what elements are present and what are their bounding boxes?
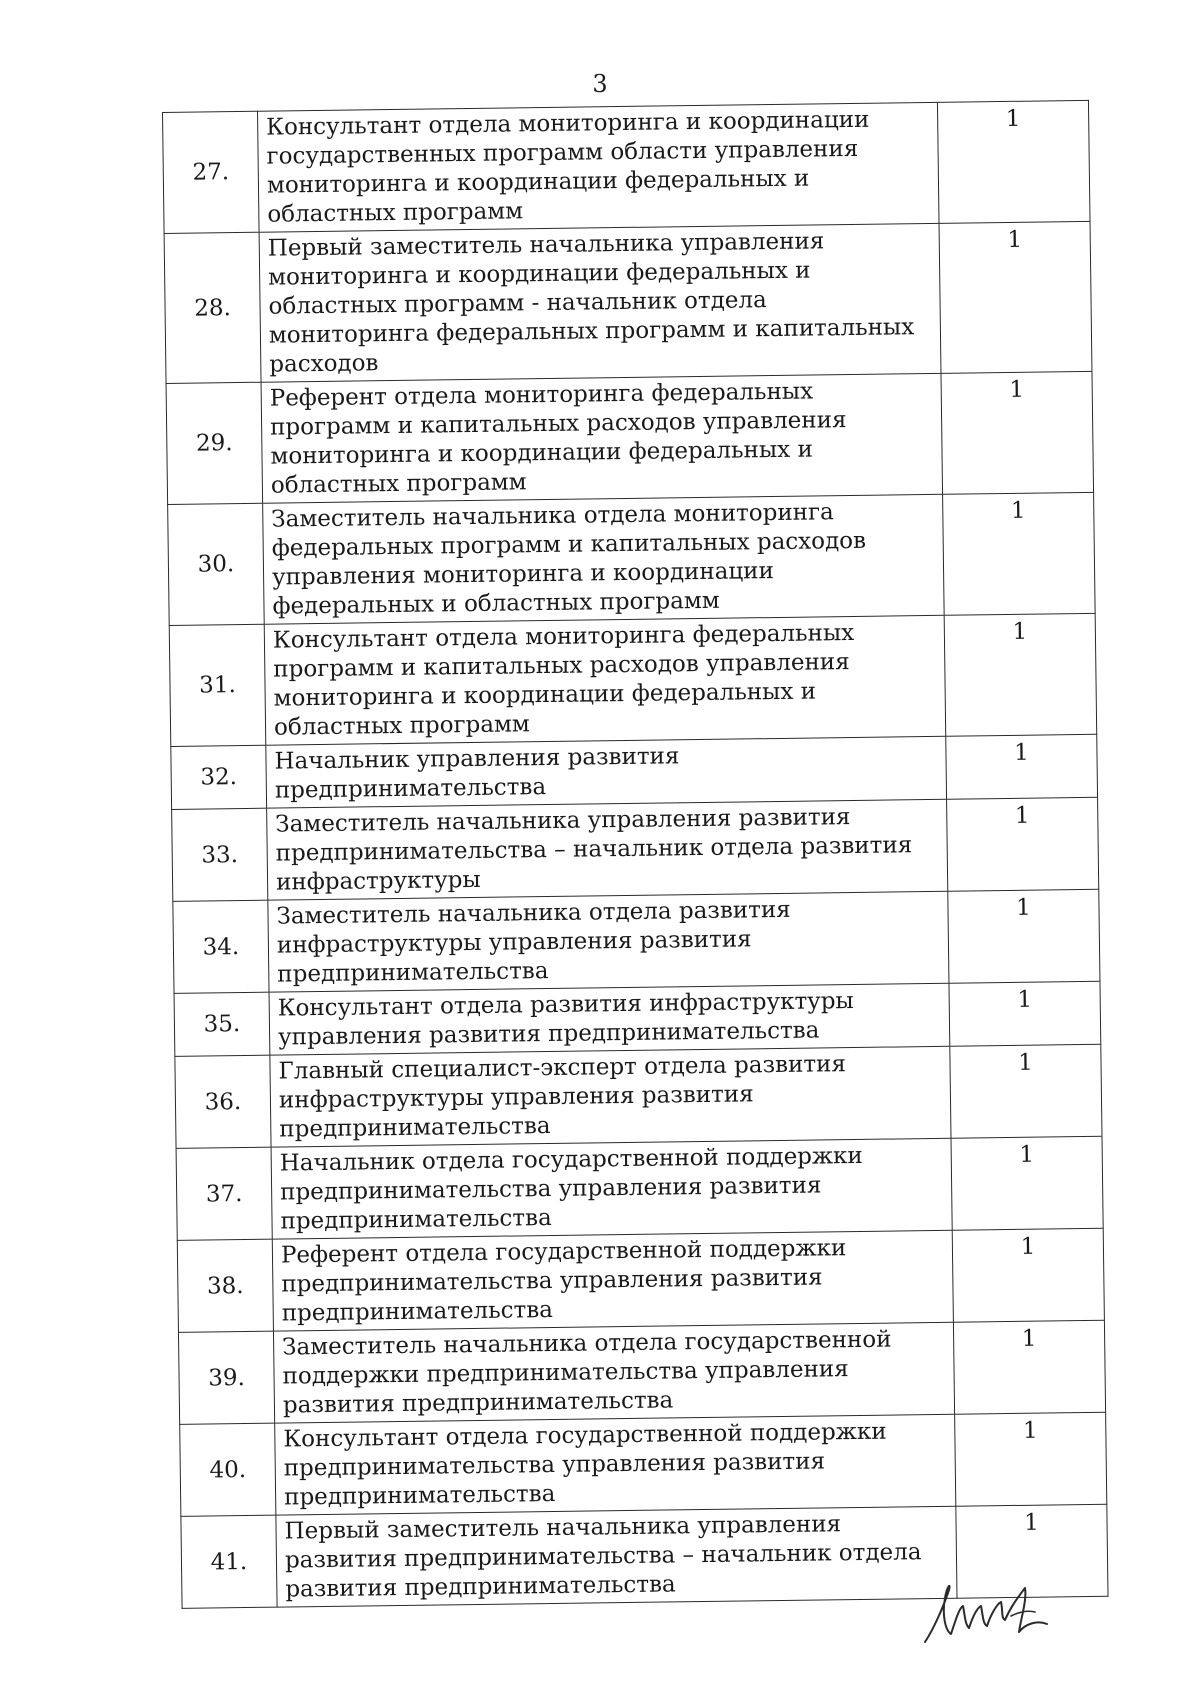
positions-table [162, 100, 1109, 1609]
positions-table-body [163, 100, 1109, 1608]
row-number: 31. [169, 624, 266, 746]
row-number: 37. [176, 1147, 272, 1240]
handwritten-signature [915, 1560, 1075, 1650]
table-row [180, 1412, 1107, 1516]
table-row [164, 221, 1092, 383]
row-number: 34. [173, 900, 269, 993]
row-number: 27. [163, 111, 260, 233]
position-title: Референт отдела государственной поддержки предпринимательства управления развития предпринимательства [272, 1230, 953, 1331]
row-number: 38. [177, 1239, 273, 1332]
position-title: Начальник управления развития предпринимательства [266, 736, 947, 808]
position-title: Главный специалист-эксперт отдела развития инфраструктуры управления развития предпринимательства [270, 1046, 951, 1147]
position-count: 1 [948, 889, 1100, 983]
position-title: Заместитель начальника отдела мониторинга федеральных программ и капитальных расходов управления мониторинга и координации федеральных и областных программ [263, 494, 945, 624]
table-row [177, 1228, 1104, 1332]
position-title: Заместитель начальника отдела развития инфраструктуры управления развития предпринимательства [268, 891, 949, 992]
position-count: 1 [956, 1504, 1108, 1598]
position-count: 1 [949, 981, 1101, 1046]
table-row [168, 492, 1096, 625]
row-number: 30. [168, 503, 265, 625]
position-count: 1 [943, 492, 1096, 615]
position-count: 1 [947, 797, 1099, 891]
table-row [178, 1320, 1105, 1424]
position-count: 1 [941, 371, 1094, 494]
position-count: 1 [937, 100, 1090, 223]
position-count: 1 [946, 734, 1098, 799]
position-title: Консультант отдела мониторинга и координации государственных программ области управления мониторинга и координации федеральных и областных программ [257, 102, 939, 232]
row-number: 29. [166, 382, 263, 504]
table-row [176, 1136, 1103, 1240]
row-number: 41. [181, 1515, 277, 1608]
position-count: 1 [952, 1228, 1104, 1322]
table-row [172, 797, 1099, 901]
table-row [173, 889, 1100, 993]
table-row [163, 100, 1091, 233]
row-number: 39. [178, 1331, 274, 1424]
row-number: 33. [172, 808, 268, 901]
position-title: Первый заместитель начальника управления мониторинга и координации федеральных и областных программ - начальник отдела мониторинга федеральных программ и капитальных расходов [259, 223, 941, 382]
table-row [169, 613, 1097, 746]
row-number: 35. [174, 992, 270, 1056]
table-row [175, 1044, 1102, 1148]
table-row [166, 371, 1094, 504]
position-count: 1 [950, 1044, 1102, 1138]
position-title: Заместитель начальника управления развития предпринимательства – начальник отдела развития инфраструктуры [267, 799, 948, 900]
position-title: Начальник отдела государственной поддержки предпринимательства управления развития предпринимательства [271, 1138, 952, 1239]
position-count: 1 [955, 1412, 1107, 1506]
position-count: 1 [944, 613, 1097, 736]
position-title: Консультант отдела развития инфраструктуры управления развития предпринимательства [269, 983, 950, 1055]
row-number: 40. [180, 1423, 276, 1516]
page-number: 3 [592, 70, 608, 98]
position-count: 1 [939, 221, 1092, 373]
row-number: 36. [175, 1055, 271, 1148]
position-title: Референт отдела мониторинга федеральных программ и капитальных расходов управления мониторинга и координации федеральных и областных программ [261, 373, 943, 503]
row-number: 32. [171, 745, 267, 809]
position-count: 1 [951, 1136, 1103, 1230]
position-title: Первый заместитель начальника управления развития предпринимательства – начальник отдела развития предпринимательства [276, 1506, 957, 1607]
position-title: Консультант отдела государственной поддержки предпринимательства управления развития предпринимательства [275, 1414, 956, 1515]
position-title: Консультант отдела мониторинга федеральных программ и капитальных расходов управления мониторинга и координации федеральных и областных программ [264, 615, 946, 745]
position-count: 1 [953, 1320, 1105, 1414]
row-number: 28. [164, 232, 261, 383]
position-title: Заместитель начальника отдела государственной поддержки предпринимательства управления развития предпринимательства [273, 1322, 954, 1423]
